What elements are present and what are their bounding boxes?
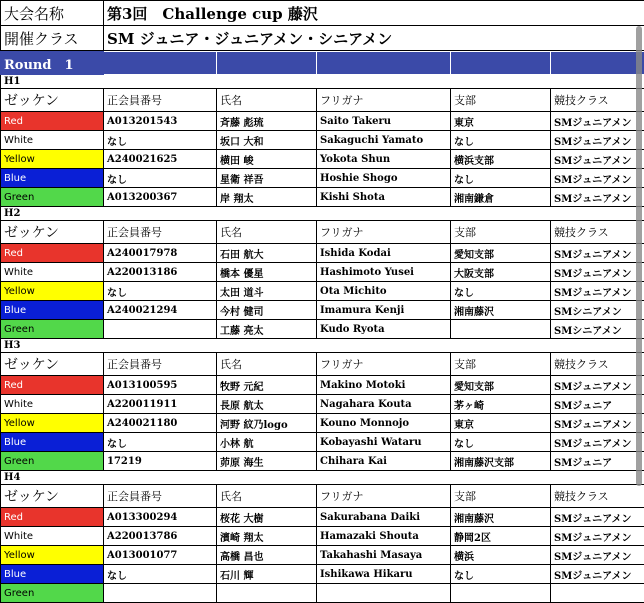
cell-member-no[interactable]: A013300294	[104, 508, 217, 527]
cell-member-no[interactable]: A240021625	[104, 150, 217, 169]
column-header-name: 氏名	[217, 221, 317, 244]
cell-class[interactable]: SMジュニアメン	[551, 131, 644, 150]
cell-class[interactable]: SMジュニアメン	[551, 565, 644, 584]
column-header-member-no: 正会員番号	[104, 89, 217, 112]
table-row	[1, 546, 644, 565]
class-value[interactable]: SM ジュニア・ジュニアメン・シニアメン	[104, 26, 644, 51]
round-label: Round 1	[1, 52, 104, 75]
column-header-class: 競技クラス	[551, 221, 644, 244]
cell-class[interactable]: SMジュニア	[551, 452, 644, 471]
cell-furigana[interactable]: Makino Motoki	[317, 376, 451, 395]
column-header-row	[1, 221, 644, 244]
column-header-branch: 支部	[451, 353, 551, 376]
column-header-zekken: ゼッケン	[1, 89, 104, 112]
column-header-branch: 支部	[451, 89, 551, 112]
cell-name[interactable]: 石川 輝	[217, 565, 317, 584]
table-row	[1, 584, 644, 603]
heat-table	[0, 51, 644, 603]
column-header-row	[1, 485, 644, 508]
cell-furigana[interactable]: Sakaguchi Yamato	[317, 131, 451, 150]
column-header-furigana: フリガナ	[317, 353, 451, 376]
cell-furigana[interactable]: Kouno Monnojo	[317, 414, 451, 433]
cell-class[interactable]: SMシニアメン	[551, 320, 644, 339]
cell-member-no[interactable]: A220013786	[104, 527, 217, 546]
cell-class[interactable]: SMジュニアメン	[551, 546, 644, 565]
cell-name[interactable]: 長原 航太	[217, 395, 317, 414]
cell-furigana[interactable]: Yokota Shun	[317, 150, 451, 169]
column-header-class: 競技クラス	[551, 485, 644, 508]
cell-branch[interactable]: 横浜	[451, 546, 551, 565]
cell-class[interactable]: SMジュニアメン	[551, 112, 644, 131]
cell-furigana[interactable]: Ishida Kodai	[317, 244, 451, 263]
zekken-color-cell[interactable]: Yellow	[1, 414, 104, 433]
cell-branch[interactable]: 愛知支部	[451, 376, 551, 395]
cell-member-no[interactable]: A240021294	[104, 301, 217, 320]
zekken-color-cell[interactable]: White	[1, 131, 104, 150]
cell-class[interactable]: SMジュニアメン	[551, 150, 644, 169]
cell-class[interactable]: SMシニアメン	[551, 301, 644, 320]
column-header-name: 氏名	[217, 353, 317, 376]
cell-furigana[interactable]: Takahashi Masaya	[317, 546, 451, 565]
cell-branch[interactable]	[451, 320, 551, 339]
column-header-member-no: 正会員番号	[104, 485, 217, 508]
cell-branch[interactable]: なし	[451, 433, 551, 452]
cell-member-no[interactable]: なし	[104, 565, 217, 584]
cell-furigana[interactable]: Hamazaki Shouta	[317, 527, 451, 546]
cell-branch[interactable]: なし	[451, 169, 551, 188]
cell-furigana[interactable]: Kudo Ryota	[317, 320, 451, 339]
zekken-color-cell[interactable]: Yellow	[1, 546, 104, 565]
cell-name[interactable]: 斉藤 彪琉	[217, 112, 317, 131]
table-row	[1, 565, 644, 584]
zekken-color-cell[interactable]: Green	[1, 452, 104, 471]
cell-name[interactable]: 工藤 亮太	[217, 320, 317, 339]
zekken-color-cell[interactable]: Blue	[1, 169, 104, 188]
cell-branch[interactable]: 横浜支部	[451, 150, 551, 169]
table-row	[1, 244, 644, 263]
column-header-name: 氏名	[217, 89, 317, 112]
heat-label: H3	[1, 339, 644, 353]
zekken-color-cell[interactable]: Yellow	[1, 282, 104, 301]
cell-member-no[interactable]	[104, 584, 217, 603]
cell-class[interactable]: SMジュニアメン	[551, 414, 644, 433]
cell-furigana[interactable]: Hoshie Shogo	[317, 169, 451, 188]
zekken-color-cell[interactable]: Green	[1, 584, 104, 603]
column-header-class: 競技クラス	[551, 89, 644, 112]
cell-member-no[interactable]: A013201543	[104, 112, 217, 131]
column-header-branch: 支部	[451, 485, 551, 508]
zekken-color-cell[interactable]: Red	[1, 244, 104, 263]
cell-name[interactable]	[217, 584, 317, 603]
cell-member-no[interactable]: なし	[104, 282, 217, 301]
table-row	[1, 150, 644, 169]
tournament-name[interactable]: 第3回 Challenge cup 藤沢	[104, 1, 644, 26]
zekken-color-cell[interactable]: Red	[1, 508, 104, 527]
cell-name[interactable]: 岸 翔太	[217, 188, 317, 207]
vertical-scrollbar[interactable]	[636, 26, 642, 486]
cell-branch[interactable]: 愛知支部	[451, 244, 551, 263]
table-row	[1, 320, 644, 339]
column-header-row	[1, 89, 644, 112]
zekken-color-cell[interactable]: Green	[1, 188, 104, 207]
column-header-zekken: ゼッケン	[1, 221, 104, 244]
zekken-color-cell[interactable]: White	[1, 527, 104, 546]
zekken-color-cell[interactable]: Yellow	[1, 150, 104, 169]
cell-furigana[interactable]: Kishi Shota	[317, 188, 451, 207]
tournament-row	[1, 1, 644, 26]
cell-member-no[interactable]: A240021180	[104, 414, 217, 433]
cell-furigana[interactable]: Ota Michito	[317, 282, 451, 301]
table-row	[1, 282, 644, 301]
heat-label: H2	[1, 207, 644, 221]
round-bar	[1, 52, 644, 75]
cell-member-no[interactable]: A220013186	[104, 263, 217, 282]
table-row	[1, 263, 644, 282]
cell-furigana[interactable]: Nagahara Kouta	[317, 395, 451, 414]
column-header-member-no: 正会員番号	[104, 353, 217, 376]
heat-label: H4	[1, 471, 644, 485]
cell-furigana[interactable]	[317, 584, 451, 603]
cell-name[interactable]: 橋本 優星	[217, 263, 317, 282]
table-row	[1, 131, 644, 150]
cell-name[interactable]: 太田 道斗	[217, 282, 317, 301]
header-table	[0, 0, 644, 51]
zekken-color-cell[interactable]: Red	[1, 112, 104, 131]
cell-branch[interactable]: 東京	[451, 414, 551, 433]
column-header-class: 競技クラス	[551, 353, 644, 376]
cell-class[interactable]: SMジュニアメン	[551, 433, 644, 452]
cell-name[interactable]: 石田 航大	[217, 244, 317, 263]
cell-class[interactable]: SMジュニアメン	[551, 188, 644, 207]
zekken-color-cell[interactable]: Blue	[1, 301, 104, 320]
cell-branch[interactable]: 大阪支部	[451, 263, 551, 282]
column-header-row	[1, 353, 644, 376]
cell-branch[interactable]: 湘南鎌倉	[451, 188, 551, 207]
cell-member-no[interactable]: 17219	[104, 452, 217, 471]
cell-class[interactable]: SMジュニアメン	[551, 244, 644, 263]
cell-name[interactable]: 坂口 大和	[217, 131, 317, 150]
cell-furigana[interactable]: Hashimoto Yusei	[317, 263, 451, 282]
cell-class[interactable]: SMジュニアメン	[551, 263, 644, 282]
cell-member-no[interactable]: なし	[104, 131, 217, 150]
cell-name[interactable]: 桜花 大樹	[217, 508, 317, 527]
cell-name[interactable]: 小林 航	[217, 433, 317, 452]
cell-class[interactable]: SMジュニアメン	[551, 527, 644, 546]
zekken-color-cell[interactable]: White	[1, 263, 104, 282]
cell-name[interactable]: 濱崎 翔太	[217, 527, 317, 546]
cell-name[interactable]: 星衛 祥吾	[217, 169, 317, 188]
class-label: 開催クラス	[1, 26, 104, 51]
cell-class[interactable]: SMジュニアメン	[551, 169, 644, 188]
column-header-zekken: ゼッケン	[1, 485, 104, 508]
cell-branch[interactable]: 静岡2区	[451, 527, 551, 546]
zekken-color-cell[interactable]: Blue	[1, 565, 104, 584]
cell-furigana[interactable]: Sakurabana Daiki	[317, 508, 451, 527]
cell-member-no[interactable]: A013100595	[104, 376, 217, 395]
cell-name[interactable]: 今村 健司	[217, 301, 317, 320]
table-row	[1, 376, 644, 395]
cell-branch[interactable]: なし	[451, 131, 551, 150]
class-row	[1, 26, 644, 51]
cell-member-no[interactable]: なし	[104, 169, 217, 188]
table-row	[1, 452, 644, 471]
table-row	[1, 301, 644, 320]
cell-branch[interactable]: 湘南藤沢	[451, 508, 551, 527]
tournament-label: 大会名称	[1, 1, 104, 26]
cell-name[interactable]: 高橋 昌也	[217, 546, 317, 565]
column-header-furigana: フリガナ	[317, 89, 451, 112]
cell-member-no[interactable]: なし	[104, 433, 217, 452]
cell-member-no[interactable]: A240017978	[104, 244, 217, 263]
cell-branch[interactable]: 湘南藤沢支部	[451, 452, 551, 471]
cell-class[interactable]: SMジュニアメン	[551, 282, 644, 301]
cell-class[interactable]: SMジュニア	[551, 395, 644, 414]
heat-label: H1	[1, 75, 644, 89]
cell-name[interactable]: 河野 紋乃logo	[217, 414, 317, 433]
table-row	[1, 508, 644, 527]
cell-branch[interactable]: 湘南藤沢	[451, 301, 551, 320]
table-row	[1, 527, 644, 546]
column-header-furigana: フリガナ	[317, 221, 451, 244]
cell-class[interactable]	[551, 584, 644, 603]
heat-label-row	[1, 207, 644, 221]
heat-label-row	[1, 75, 644, 89]
table-row	[1, 188, 644, 207]
cell-furigana[interactable]: Kobayashi Wataru	[317, 433, 451, 452]
column-header-name: 氏名	[217, 485, 317, 508]
cell-class[interactable]: SMジュニアメン	[551, 376, 644, 395]
zekken-color-cell[interactable]: White	[1, 395, 104, 414]
cell-furigana[interactable]: Ishikawa Hikaru	[317, 565, 451, 584]
cell-class[interactable]: SMジュニアメン	[551, 508, 644, 527]
cell-name[interactable]: 横田 峻	[217, 150, 317, 169]
cell-name[interactable]: 茆原 海生	[217, 452, 317, 471]
cell-name[interactable]: 牧野 元紀	[217, 376, 317, 395]
cell-branch[interactable]	[451, 584, 551, 603]
table-row	[1, 112, 644, 131]
column-header-member-no: 正会員番号	[104, 221, 217, 244]
table-row	[1, 414, 644, 433]
cell-furigana[interactable]: Chihara Kai	[317, 452, 451, 471]
cell-branch[interactable]: なし	[451, 565, 551, 584]
table-row	[1, 395, 644, 414]
column-header-branch: 支部	[451, 221, 551, 244]
column-header-furigana: フリガナ	[317, 485, 451, 508]
zekken-color-cell[interactable]: Green	[1, 320, 104, 339]
cell-member-no[interactable]	[104, 320, 217, 339]
cell-furigana[interactable]: Imamura Kenji	[317, 301, 451, 320]
zekken-color-cell[interactable]: Red	[1, 376, 104, 395]
cell-branch[interactable]: 茅ヶ崎	[451, 395, 551, 414]
cell-member-no[interactable]: A013001077	[104, 546, 217, 565]
column-header-zekken: ゼッケン	[1, 353, 104, 376]
cell-member-no[interactable]: A220011911	[104, 395, 217, 414]
heat-label-row	[1, 339, 644, 353]
heat-label-row	[1, 471, 644, 485]
cell-member-no[interactable]: A013200367	[104, 188, 217, 207]
table-row	[1, 433, 644, 452]
zekken-color-cell[interactable]: Blue	[1, 433, 104, 452]
cell-furigana[interactable]: Saito Takeru	[317, 112, 451, 131]
table-row	[1, 169, 644, 188]
cell-branch[interactable]: 東京	[451, 112, 551, 131]
cell-branch[interactable]: なし	[451, 282, 551, 301]
